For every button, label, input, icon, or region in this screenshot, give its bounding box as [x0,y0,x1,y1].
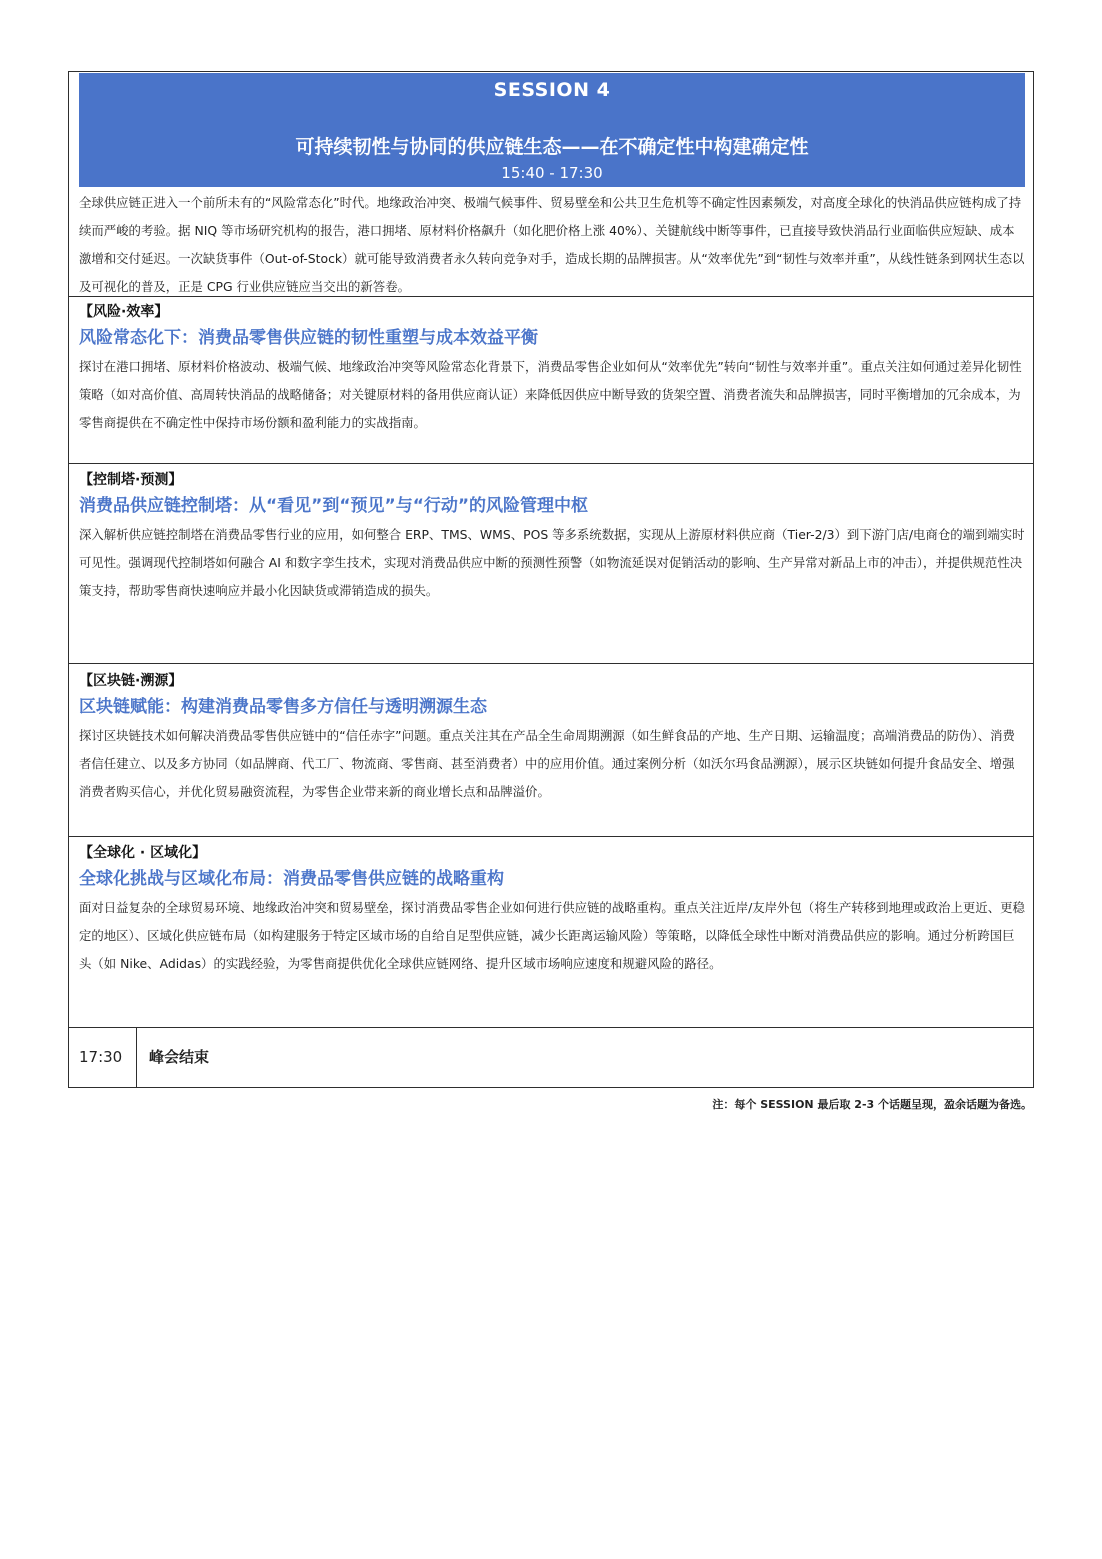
topic-tag: 【控制塔·预测】 [79,472,183,488]
session-title: 可持续韧性与协同的供应链生态——在不确定性中构建确定性 [295,136,809,158]
topic-tag: 【风险·效率】 [79,304,169,320]
topic-title: 区块链赋能：构建消费品零售多方信任与透明溯源生态 [79,697,487,717]
divider [69,663,1033,664]
topic-control-tower [79,469,1025,605]
topic-tag: 【全球化 · 区域化】 [79,845,207,861]
session-intro: 全球供应链正进入一个前所未有的“风险常态化”时代。地缘政治冲突、极端气候事件、贸易壁垒和公共卫生危机等不确定性因素频发，对高度全球化的快消品供应链构成了持续而严峻的考验。据 NIQ 等市场研究机构的报告，港口拥堵、原材料价格飙升（如化肥价格上涨 40%）、关键航线中断等事件，已直接导致快消品行业面临供应短缺、成本激增和交付延迟。一次缺货事件（Out-of-Stock）就可能导致消费者永久转向竞争对手，造成长期的品牌损害。从“效率优先”到“韧性与效率并重”，从线性链条到网状生态以及可视化的普及，正是 CPG 行业供应链应当交出的新答卷。 [79,195,1025,294]
closing-time: 17:30 [79,1048,123,1066]
topic-description: 探讨区块链技术如何解决消费品零售供应链中的“信任赤字”问题。重点关注其在产品全生命周期溯源（如生鲜食品的产地、生产日期、运输温度；高端消费品的防伪）、消费者信任建立、以及多方协同（如品牌商、代工厂、物流商、零售商、甚至消费者）中的应用价值。通过案例分析（如沃尔玛食品溯源），展示区块链如何提升食品安全、增强消费者购买信心，并优化贸易融资流程，为零售企业带来新的商业增长点和品牌溢价。 [79,728,1015,799]
topic-blockchain [79,670,1025,806]
topic-description: 探讨在港口拥堵、原材料价格波动、极端气候、地缘政治冲突等风险常态化背景下，消费品零售企业如何从“效率优先”转向“韧性与效率并重”。重点关注如何通过差异化韧性策略（如对高价值、高周转快消品的战略储备；对关键原材料的备用供应商认证）来降低因供应中断导致的货架空置、消费者流失和品牌损害，同时平衡增加的冗余成本，为零售商提供在不确定性中保持市场份额和盈利能力的实战指南。 [79,359,1022,430]
topic-title: 风险常态化下：消费品零售供应链的韧性重塑与成本效益平衡 [79,328,538,348]
topic-title: 消费品供应链控制塔：从“看见”到“预见”与“行动”的风险管理中枢 [79,496,589,516]
column-divider [136,1027,137,1087]
session-label: SESSION 4 [493,79,611,101]
divider [69,836,1033,837]
topic-risk-efficiency [79,301,1025,437]
session-banner [79,73,1025,187]
session-time: 15:40 - 17:30 [501,164,603,182]
closing-row [69,1027,1033,1087]
footnote: 注：每个 SESSION 最后取 2-3 个话题呈现，盈余话题为备选。 [712,1098,1032,1111]
topic-description: 深入解析供应链控制塔在消费品零售行业的应用，如何整合 ERP、TMS、WMS、POS 等多系统数据，实现从上游原材料供应商（Tier-2/3）到下游门店/电商仓的端到端实时可见性。强调现代控制塔如何融合 AI 和数字孪生技术，实现对消费品供应中断的预测性预警（如物流延误对促销活动的影响、生产异常对新品上市的冲击），并提供规范性决策支持，帮助零售商快速响应并最小化因缺货或滞销造成的损失。 [79,527,1025,598]
divider [69,463,1033,464]
topic-globalization [79,842,1025,978]
divider [69,296,1033,297]
topic-title: 全球化挑战与区域化布局：消费品零售供应链的战略重构 [79,869,504,889]
closing-label: 峰会结束 [149,1048,210,1066]
agenda-table [68,71,1034,1088]
topic-tag: 【区块链·溯源】 [79,673,183,689]
topic-description: 面对日益复杂的全球贸易环境、地缘政治冲突和贸易壁垒，探讨消费品零售企业如何进行供应链的战略重构。重点关注近岸/友岸外包（将生产转移到地理或政治上更近、更稳定的地区）、区域化供应链布局（如构建服务于特定区域市场的自给自足型供应链，减少长距离运输风险）等策略，以降低全球性中断对消费品供应的影响。通过分析跨国巨头（如 Nike、Adidas）的实践经验，为零售商提供优化全球供应链网络、提升区域市场响应速度和规避风险的路径。 [79,900,1025,971]
